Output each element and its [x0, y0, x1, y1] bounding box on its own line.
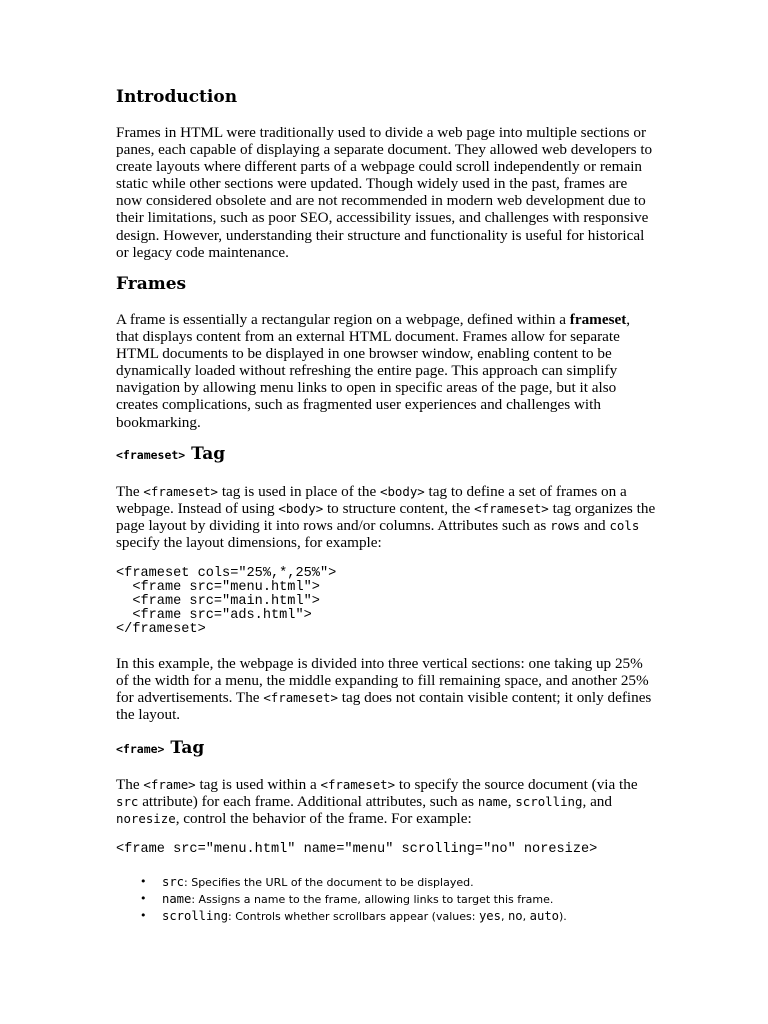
frameset-code-example: <frameset cols="25%,*,25%"> <frame src="menu.html"> <frame src="main.html"> <frame src="ads.html"> </frameset> — [116, 566, 337, 638]
closing-text: ). — [559, 910, 567, 923]
inline-code: noresize — [116, 811, 176, 827]
heading-frame-word: Tag — [170, 738, 205, 758]
inline-code: <frameset> — [143, 484, 219, 499]
attribute-description: : Controls whether scrollbars appear (values: — [228, 910, 479, 923]
text-run: In this example, the webpage is divided into three vertical sections: one taking up 25% of the width for a menu, the middle expanding to fill remaining space, and another 25% for advertisements. The — [116, 655, 649, 707]
section-heading-frameset-tag — [116, 443, 656, 466]
inline-code: <frameset> — [474, 501, 549, 517]
inline-code: cols — [609, 518, 640, 534]
text-run: , — [507, 793, 516, 811]
attribute-code: scrolling — [162, 909, 229, 923]
section-heading-frames: Frames — [116, 274, 187, 294]
text-run: attribute) for each frame. Additional attributes, such as — [138, 793, 478, 811]
value-code: yes — [478, 909, 501, 923]
frameset-bold-term: frameset — [569, 311, 627, 328]
inline-code: <frameset> — [320, 777, 396, 792]
separator: , — [500, 910, 508, 923]
text-run: tag does not contain visible content; it only defines the layout. — [116, 689, 652, 724]
text-run: tag organizes the page layout by dividing it into rows and/or columns. Attributes such as — [116, 500, 656, 535]
frameset-paragraph-1 — [116, 483, 656, 551]
text-run: tag is used within a — [195, 776, 321, 793]
section-heading-frame-tag — [116, 737, 656, 760]
frames-paragraph — [116, 311, 656, 431]
heading-frame-code: <frame> — [116, 742, 165, 756]
frame-code-example: <frame src="menu.html" name="menu" scrolling="no" noresize> — [116, 842, 598, 857]
heading-frameset-code: <frameset> — [116, 448, 186, 462]
inline-code: scrolling — [515, 794, 583, 810]
text-run: , and — [582, 793, 612, 811]
attribute-code: name — [162, 892, 192, 906]
frames-text-before: A frame is essentially a rectangular region on a webpage, defined within a — [116, 311, 570, 328]
frameset-paragraph-2 — [116, 655, 656, 723]
text-run: to structure content, the — [323, 500, 475, 518]
inline-code: <frame> — [143, 777, 196, 792]
heading-frameset-word: Tag — [191, 444, 226, 464]
intro-paragraph: Frames in HTML were traditionally used to divide a web page into multiple sections or panes, each capable of displaying a separate document. They allowed web developers to create layouts where different parts of a webpage could scroll independently or remain static while other sections were updated. Though widely used in the past, frames are now considered obsolete and are not recommended in modern web development due to their limitations, such as poor SEO, accessibility issues, and challenges with responsive design. However, understanding their structure and functionality is useful for historical or legacy code maintenance. — [116, 124, 653, 261]
text-run: , control the behavior of the frame. For example: — [175, 810, 472, 828]
inline-code: <frameset> — [263, 690, 338, 706]
inline-code: rows — [550, 518, 580, 534]
text-run: specify the layout dimensions, for example: — [116, 534, 382, 552]
list-item-src — [116, 874, 656, 891]
frame-paragraph-1 — [116, 776, 656, 827]
value-code: no — [507, 909, 523, 923]
inline-code: src — [116, 794, 139, 810]
section-heading-introduction: Introduction — [116, 87, 238, 107]
text-run: The — [116, 483, 144, 500]
text-run: The — [116, 776, 144, 793]
value-code: auto — [529, 909, 559, 923]
inline-code: name — [477, 794, 508, 810]
inline-code: <body> — [278, 501, 324, 517]
list-item-scrolling — [116, 908, 656, 925]
text-run: tag to define a set of frames on a webpage. Instead of using — [116, 483, 627, 518]
attribute-code: src — [162, 875, 185, 889]
bullet-icon: • — [140, 892, 147, 905]
separator: , — [522, 910, 530, 923]
text-run: tag is used in place of the — [218, 483, 380, 500]
text-run: to specify the source document (via the — [395, 776, 638, 793]
list-item-name — [116, 891, 656, 908]
bullet-icon: • — [140, 909, 147, 922]
frame-attributes-list — [116, 874, 656, 925]
inline-code: <body> — [379, 484, 425, 499]
attribute-description: : Specifies the URL of the document to be displayed. — [184, 876, 474, 889]
frames-text-after: , that displays content from an external HTML document. Frames allow for separate HTML documents to be displayed in one browser window, enabling content to be dynamically loaded without refreshing the entire page. This approach can simplify navigation by allowing menu links to open in specific areas of the page, but it also creates complications, such as fragmented user experiences and challenges with bookmarking. — [116, 311, 631, 431]
text-run: and — [579, 517, 610, 535]
attribute-description: : Assigns a name to the frame, allowing links to target this frame. — [191, 893, 554, 906]
bullet-icon: • — [140, 875, 147, 888]
